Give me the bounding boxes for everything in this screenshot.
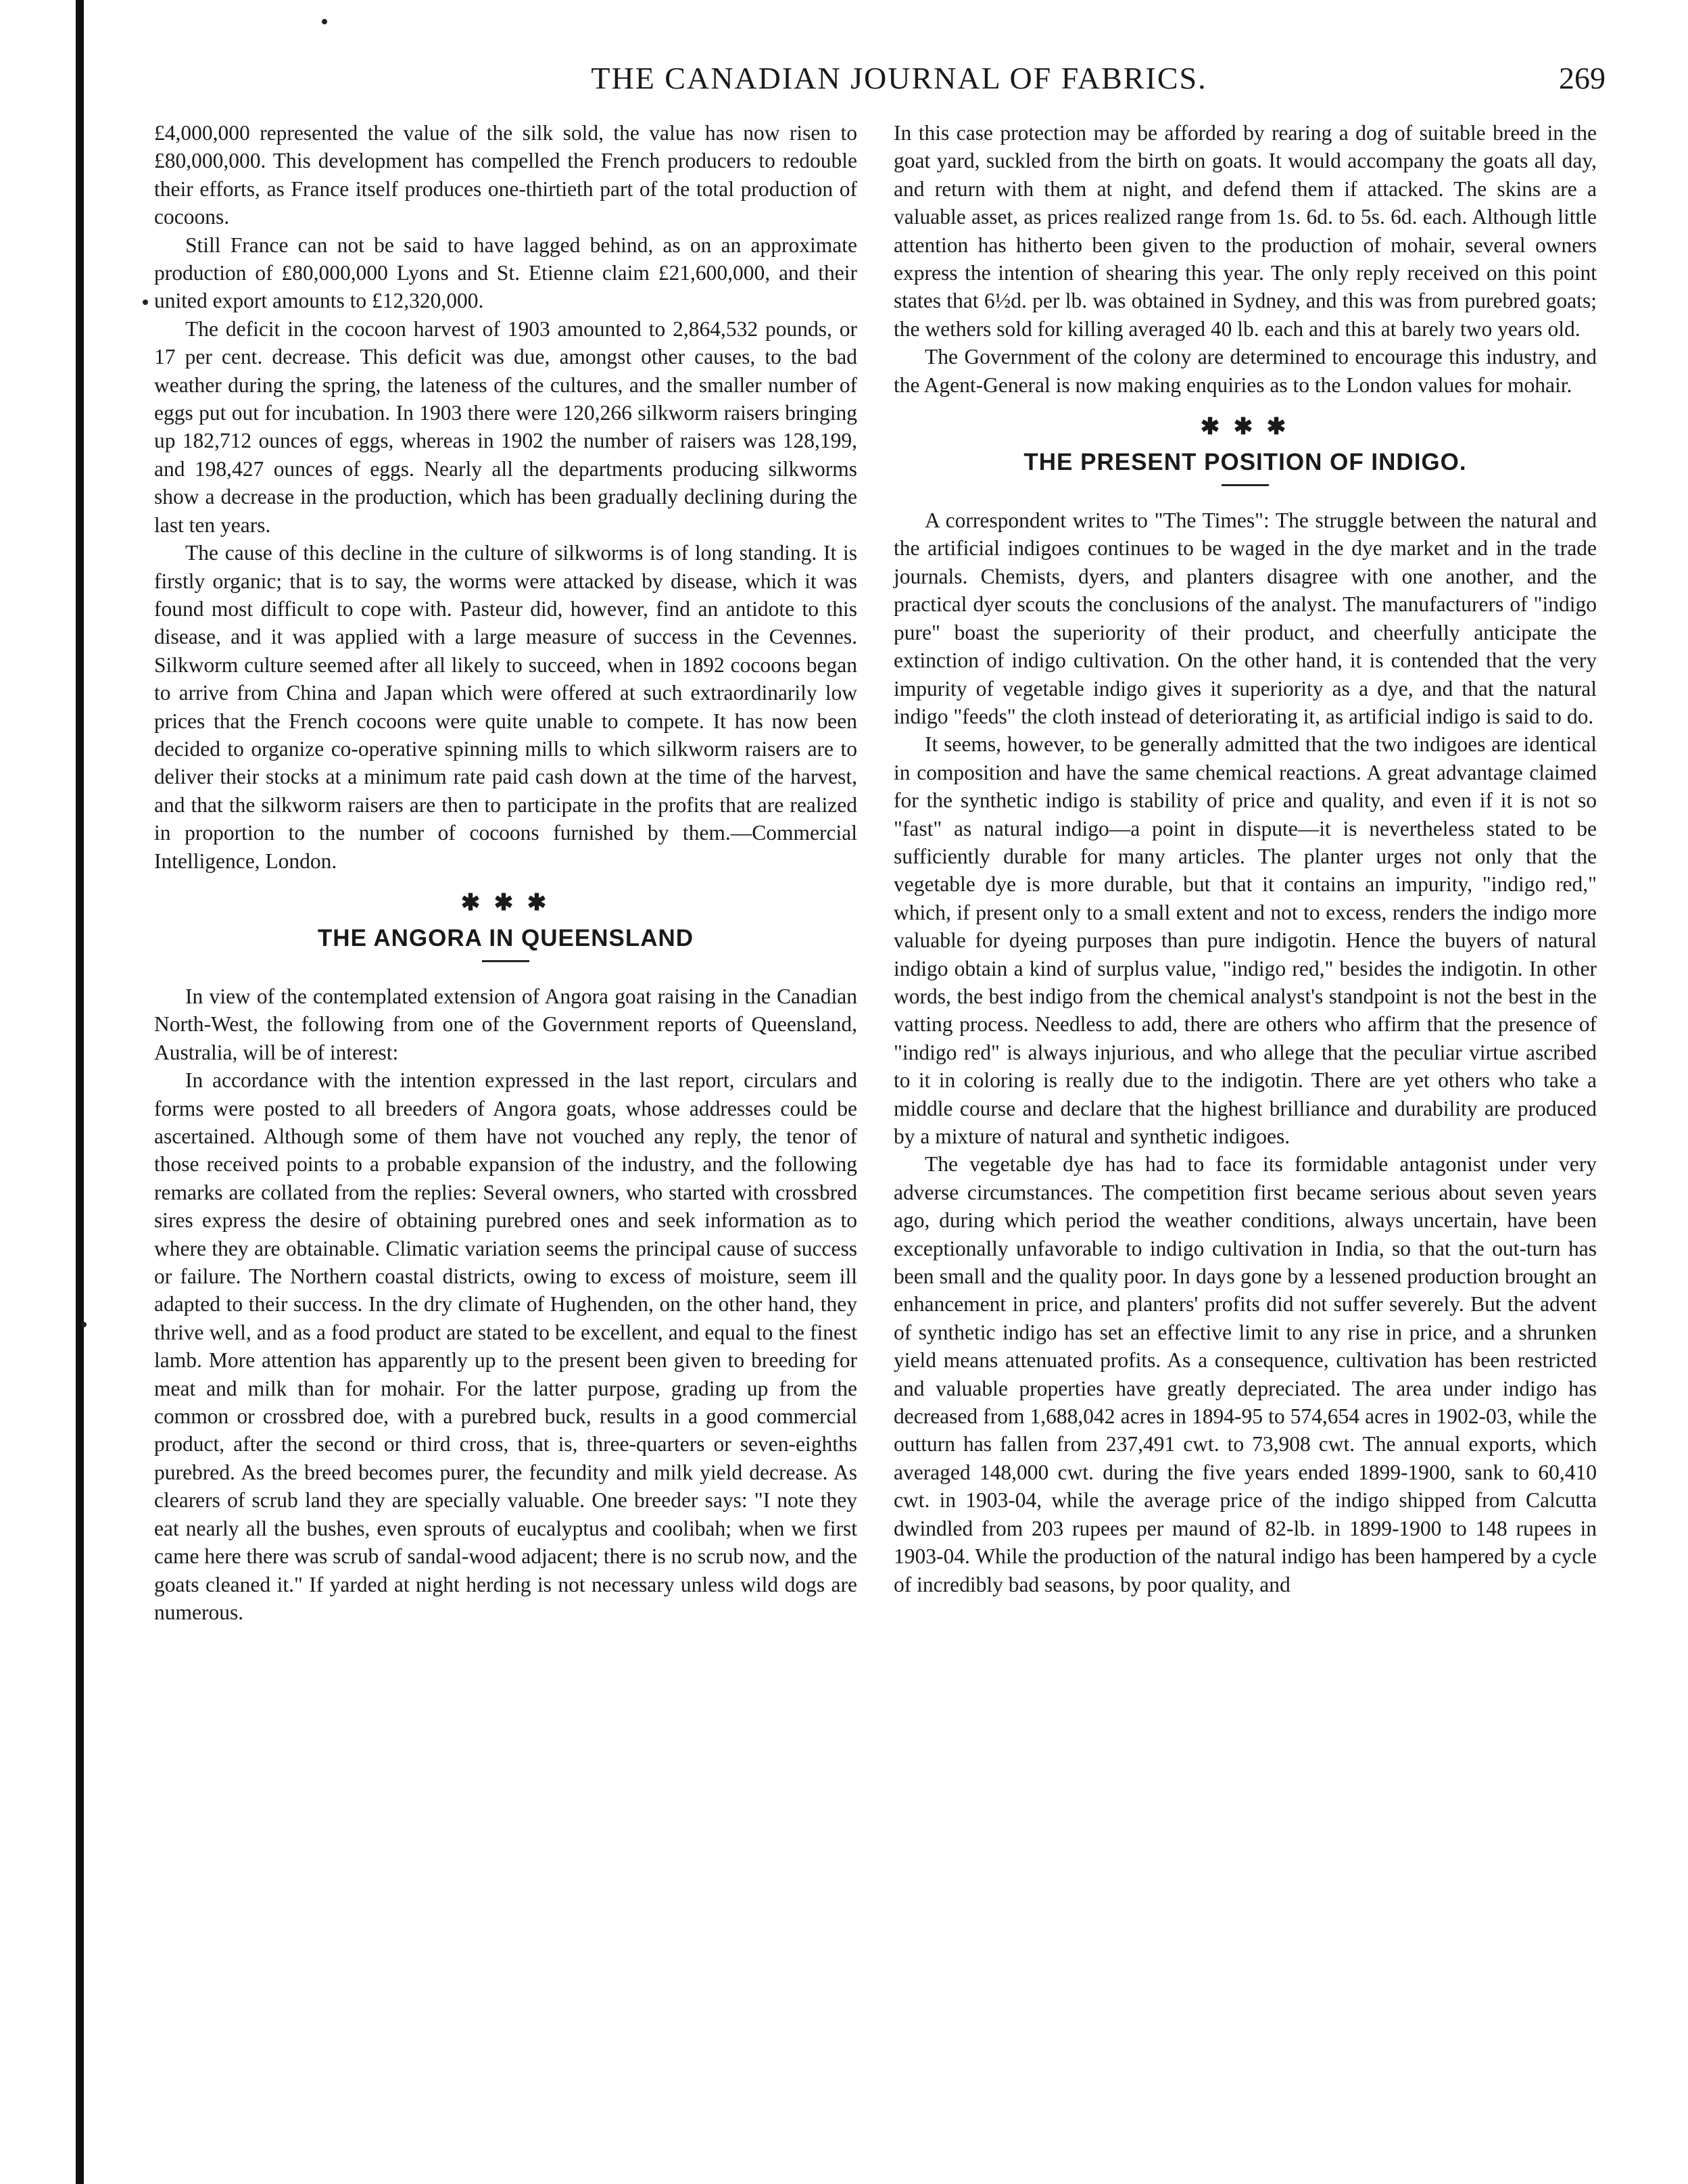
print-speck: [322, 19, 327, 24]
heading-rule: [1222, 484, 1269, 486]
angora-paragraph: In view of the contemplated extension of Angora goat raising in the Canadian North-West, the following from one of the Government reports of Queensland, Australia, will be of interest:: [154, 984, 857, 1064]
section-ornament: ✱ ✱ ✱: [460, 890, 551, 916]
page-number: 269: [1559, 61, 1606, 95]
silk-paragraph: Still France can not be said to have lagged behind, as on an approximate production of £80,000,000 Lyons and St. Etienne claim £21,600,000, and their united export amounts to £12,320,000.: [154, 233, 857, 313]
indigo-paragraph: The vegetable dye has had to face its formidable antagonist under very adverse circumstances. The competition first became serious about seven years ago, during which period the weather conditions, always uncertain, have been exceptionally unfavorable to indigo cultivation in India, so that the out-turn has been small and the quality poor. In days gone by a lessened production brought an enhancement in price, and planters' profits did not suffer severely. But the advent of synthetic indigo has set an effective limit to any rise in price, and a shrunken yield means attenuated profits. As a consequence, cultivation has been restricted and valuable properties have greatly depreciated. The area under indigo has decreased from 1,688,042 acres in 1894-95 to 574,654 acres in 1902-03, while the outturn has fallen from 237,491 cwt. to 73,908 cwt. The annual exports, which averaged 148,000 cwt. during the five years ended 1899-1900, sank to 60,410 cwt. in 1903-04, while the average price of the indigo shipped from Calcutta dwindled from 203 rupees per maund of 82-lb. in 1899-1900 to 148 rupees in 1903-04. While the production of the natural indigo has been hampered by a cycle of incredibly bad seasons, by poor quality, and: [894, 1152, 1597, 1596]
angora-paragraph: In accordance with the intention expressed in the last report, circulars and forms were posted to all breeders of Angora goats, whose addresses could be ascertained. Although some of them have not vouched any reply, the tenor of those received points to a probable expansion of the industry, and the following remarks are collated from the replies: Several owners, who started with crossbred sires express the desire of obtaining purebred ones and seek information as to where they are obtainable. Climatic variation seems the principal cause of success or failure. The Northern coastal districts, owing to excess of moisture, seem ill adapted to their success. In the dry climate of Hughenden, on the other hand, they thrive well, and as a food product are stated to be excellent, and equal to the finest lamb. More attention has apparently up to the present been given to breeding for meat and milk than for mohair. For the latter purpose, grading up from the common or crossbred doe, with a purebred buck, results in a good commercial product, after the second or third cross, that is, three-quarters or seven-eighths purebred. As the breed becomes purer, the fecundity and milk yield decrease. As clearers of scrub land they are specially valuable. One breeder says: "I note they eat nearly all the bushes, even sprouts of eucalyptus and coolibah; when we first came here there was scrub of sandal-wood adjacent; there is no scrub now, and the goats cleaned it." If yarded at night herding is not necessary unless wild dogs are numerous.: [154, 1068, 857, 1624]
print-speck: [81, 1322, 87, 1327]
angora-continued-paragraph: In this case protection may be afforded by rearing a dog of suitable breed in the goat yard, suckled from the birth on goats. It would accompany the goats all day, and return with them at night, and defend them if attacked. The skins are a valuable asset, as prices realized range from 1s. 6d. to 5s. 6d. each. Although little attention has hitherto been given to the production of mohair, several owners express the intention of shearing this year. The only reply received on this point states that 6½d. per lb. was obtained in Sydney, and this was from purebred goats; the wethers sold for killing averaged 40 lb. each and this at barely two years old.: [894, 121, 1597, 341]
print-speck: [143, 300, 148, 305]
section-ornament: ✱ ✱ ✱: [1200, 414, 1291, 440]
indigo-paragraph: It seems, however, to be generally admitted that the two indigoes are identical in composition and have the same chemical reactions. A great advantage claimed for the synthetic indigo is stability of price and quality, and even if it is not so "fast" as natural indigo—a point in dispute—it is nevertheless stated to be sufficiently durable for many articles. The planter urges not only that the vegetable dye is more durable, but that it contains an impurity, "indigo red," which, if present only to a small extent and not to excess, renders the indigo more valuable for dyeing purposes than pure indigotin. Hence the buyers of natural indigo obtain a kind of surplus value, "indigo red," besides the indigotin. In other words, the best indigo from the chemical analyst's standpoint is not the best in the vatting process. Needless to add, there are others who affirm that the presence of "indigo red" is always injurious, and who allege that the peculiar virtue ascribed to it in coloring is really due to the indigotin. There are yet others who take a middle course and declare that the highest brilliance and durability are produced by a mixture of natural and synthetic indigoes.: [894, 732, 1597, 1148]
heading-rule: [482, 960, 529, 962]
page-header: [135, 58, 1663, 105]
indigo-paragraph: A correspondent writes to "The Times": The struggle between the natural and the artificial indigoes continues to be waged in the dye market and in the trade journals. Chemists, dyers, and planters disagree with one another, and the practical dyer scouts the conclusions of the analyst. The manufacturers of "indigo pure" boast the superiority of their product, and cheerfully anticipate the extinction of indigo cultivation. On the other hand, it is contended that the very impurity of vegetable indigo gives it superiority as a dye, and that the natural indigo "feeds" the cloth instead of deteriorating it, as artificial indigo is said to do.: [894, 508, 1597, 728]
right-column: [894, 119, 1597, 1598]
article-heading-indigo: THE PRESENT POSITION OF INDIGO.: [1023, 449, 1467, 476]
left-binding-rule: [76, 0, 84, 2184]
silk-paragraph: £4,000,000 represented the value of the silk sold, the value has now risen to £80,000,000. This development has compelled the French producers to redouble their efforts, as France itself produces one-thirtieth part of the total production of cocoons.: [154, 121, 857, 229]
silk-paragraph: The deficit in the cocoon harvest of 1903 amounted to 2,864,532 pounds, or 17 per cent. decrease. This deficit was due, amongst other causes, to the bad weather during the spring, the lateness of the cultures, and the smaller number of eggs put out for incubation. In 1903 there were 120,266 silkworm raisers bringing up 182,712 ounces of eggs, whereas in 1902 the number of raisers was 128,199, and 198,427 ounces of eggs. Nearly all the departments producing silkworms show a decrease in the production, which has been gradually declining during the last ten years.: [154, 316, 857, 537]
silk-paragraph: The cause of this decline in the culture of silkworms is of long standing. It is firstly organic; that is to say, the worms were attacked by disease, which it was found most difficult to cope with. Pasteur did, however, find an antidote to this disease, and it was applied with a large measure of success in the Cevennes. Silkworm culture seemed after all likely to succeed, when in 1892 cocoons began to arrive from China and Japan which were offered at such extraordinarily low prices that the French cocoons were quite unable to compete. It has now been decided to organize co-operative spinning mills to which silkworm raisers are to deliver their stocks at a minimum rate paid cash down at the time of the harvest, and that the silkworm raisers are then to participate in the profits that are realized in proportion to the number of cocoons furnished by them.—Commercial Intelligence, London.: [154, 541, 857, 873]
angora-continued-paragraph: The Government of the colony are determined to encourage this industry, and the Agent-General is now making enquiries as to the London values for mohair.: [894, 345, 1597, 397]
left-column: [154, 119, 857, 1626]
journal-title: THE CANADIAN JOURNAL OF FABRICS.: [591, 61, 1207, 95]
article-heading-angora: THE ANGORA IN QUEENSLAND: [317, 924, 694, 951]
